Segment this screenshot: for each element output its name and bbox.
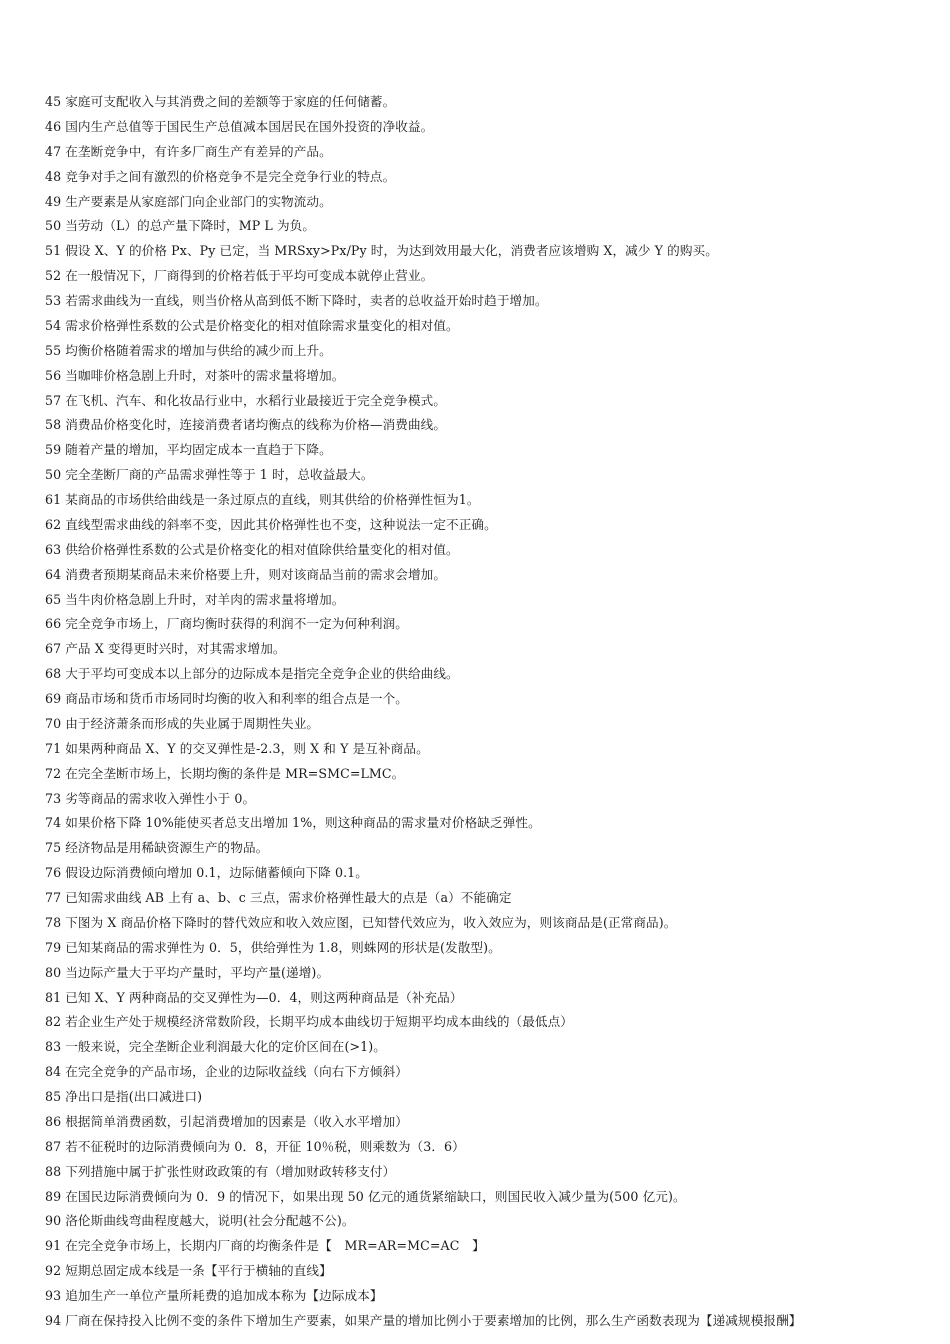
question-line <box>45 314 935 339</box>
question-text: 若企业生产处于规模经济常数阶段，长期平均成本曲线切于短期平均成本曲线的（最低点） <box>65 1014 573 1030</box>
question-text: 厂商在保持投入比例不变的条件下增加生产要素，如果产量的增加比例小于要素增加的比例，那么生产函数表现为【递减规模报酬】 <box>65 1312 802 1328</box>
question-text: 当牛肉价格急剧上升时，对羊肉的需求量将增加。 <box>65 591 345 607</box>
question-number: 87 <box>45 1138 62 1154</box>
question-line <box>45 861 935 886</box>
question-text: 若不征税时的边际消费倾向为 0．8，开征 10％税，则乘数为（3．6） <box>65 1138 465 1154</box>
question-number: 94 <box>45 1312 62 1328</box>
question-text: 当咖啡价格急剧上升时，对茶叶的需求量将增加。 <box>65 367 345 383</box>
question-text: 供给价格弹性系数的公式是价格变化的相对值除供给量变化的相对值。 <box>65 541 459 557</box>
question-text: 假设边际消费倾向增加 0.1，边际储蓄倾向下降 0.1。 <box>65 865 368 881</box>
question-text: 净出口是指(出口减进口) <box>65 1089 203 1104</box>
question-text: 随着产量的增加，平均固定成本一直趋于下降。 <box>65 442 332 458</box>
question-number: 82 <box>45 1014 62 1030</box>
question-line <box>45 1085 935 1110</box>
question-line <box>45 563 935 588</box>
question-line <box>45 339 935 364</box>
question-number: 86 <box>45 1113 62 1129</box>
question-line <box>45 1185 935 1210</box>
question-line <box>45 488 935 513</box>
question-line <box>45 1209 935 1234</box>
question-line <box>45 612 935 637</box>
question-number: 92 <box>45 1263 62 1279</box>
question-number: 52 <box>45 268 62 284</box>
question-text: 下图为 X 商品价格下降时的替代效应和收入效应图，已知替代效应为，收入效应为，则该商品是(正常商品)。 <box>65 914 677 930</box>
question-text: 大于平均可变成本以上部分的边际成本是指完全竞争企业的供给曲线。 <box>65 666 459 682</box>
question-line <box>45 1035 935 1060</box>
question-number: 78 <box>45 914 62 930</box>
question-line <box>45 1110 935 1135</box>
question-number: 70 <box>45 715 62 731</box>
question-text: 在国民边际消费倾向为 0．9 的情况下，如果出现 50 亿元的通货紧缩缺口，则国民收入减少量为(500 亿元)。 <box>65 1188 686 1204</box>
question-number: 49 <box>45 193 62 209</box>
question-number: 69 <box>45 691 62 706</box>
question-text: 商品市场和货币市场同时均衡的收入和利率的组合点是一个。 <box>65 691 408 706</box>
question-text: 劣等商品的需求收入弹性小于 0。 <box>65 790 256 806</box>
question-line <box>45 90 935 115</box>
question-line <box>45 886 935 911</box>
question-number: 89 <box>45 1188 62 1204</box>
question-line <box>45 836 935 861</box>
question-text: 下列措施中属于扩张性财政政策的有（增加财政转移支付） <box>65 1163 396 1179</box>
question-text: 洛伦斯曲线弯曲程度越大，说明(社会分配越不公)。 <box>65 1213 355 1229</box>
question-number: 64 <box>45 566 62 582</box>
question-number: 61 <box>45 492 62 507</box>
question-number: 65 <box>45 591 62 607</box>
question-text: 如果价格下降 10%能使买者总支出增加 1%，则这种商品的需求量对价格缺乏弹性。 <box>65 815 541 831</box>
question-line <box>45 463 935 488</box>
question-text: 当边际产量大于平均产量时，平均产量(递增)。 <box>65 964 330 980</box>
question-text: 如果两种商品 X、Y 的交叉弹性是-2.3，则 X 和 Y 是互补商品。 <box>65 740 429 756</box>
question-text: 假设 X、Y 的价格 Px、Py 已定，当 MRSxy>Px/Py 时，为达到效用最大化，消费者应该增购 X，减少 Y 的购买。 <box>65 243 718 259</box>
question-text: 生产要素是从家庭部门向企业部门的实物流动。 <box>65 193 332 209</box>
question-number: 66 <box>45 616 62 632</box>
question-number: 46 <box>45 118 62 134</box>
question-text: 在垄断竞争中，有许多厂商生产有差异的产品。 <box>65 143 332 159</box>
question-number: 56 <box>45 367 62 383</box>
question-number: 83 <box>45 1039 62 1055</box>
question-number: 54 <box>45 317 62 333</box>
question-line <box>45 737 935 762</box>
question-line <box>45 687 935 712</box>
question-line <box>45 811 935 836</box>
question-number: 88 <box>45 1163 62 1179</box>
question-line <box>45 1234 935 1259</box>
question-number: 76 <box>45 865 62 881</box>
question-number: 80 <box>45 964 62 980</box>
question-line <box>45 1060 935 1085</box>
question-line <box>45 961 935 986</box>
question-number: 67 <box>45 641 62 657</box>
question-line <box>45 190 935 215</box>
question-line <box>45 115 935 140</box>
question-number: 91 <box>45 1238 62 1254</box>
question-line <box>45 1010 935 1035</box>
question-text: 在完全竞争市场上，长期内厂商的均衡条件是【 MR=AR=MC=AC 】 <box>65 1238 485 1254</box>
question-text: 完全垄断厂商的产品需求弹性等于 1 时，总收益最大。 <box>65 467 374 483</box>
question-text: 在完全竞争的产品市场，企业的边际收益线（向右下方倾斜） <box>65 1064 408 1080</box>
question-text: 追加生产一单位产量所耗费的追加成本称为【边际成本】 <box>65 1288 383 1303</box>
question-number: 45 <box>45 94 62 109</box>
question-number: 85 <box>45 1089 62 1104</box>
question-line <box>45 214 935 239</box>
question-line <box>45 986 935 1011</box>
question-line <box>45 140 935 165</box>
question-number: 55 <box>45 342 62 358</box>
question-number: 84 <box>45 1064 62 1080</box>
question-line <box>45 538 935 563</box>
question-number: 71 <box>45 740 62 756</box>
question-text: 在完全垄断市场上，长期均衡的条件是 MR=SMC=LMC。 <box>65 765 405 781</box>
question-number: 62 <box>45 516 62 532</box>
question-line <box>45 1259 935 1284</box>
question-line <box>45 787 935 812</box>
question-text: 需求价格弹性系数的公式是价格变化的相对值除需求量变化的相对值。 <box>65 317 459 333</box>
question-line <box>45 364 935 389</box>
question-line <box>45 239 935 264</box>
question-text: 已知 X、Y 两种商品的交叉弹性为—0．4，则这两种商品是（补充品） <box>65 989 463 1005</box>
question-number: 63 <box>45 541 62 557</box>
question-text: 消费者预期某商品未来价格要上升，则对该商品当前的需求会增加。 <box>65 566 447 582</box>
question-line <box>45 264 935 289</box>
question-line <box>45 413 935 438</box>
question-line <box>45 712 935 737</box>
question-text: 产品 X 变得更时兴时，对其需求增加。 <box>65 641 286 657</box>
question-number: 59 <box>45 442 62 458</box>
question-number: 72 <box>45 765 62 781</box>
question-text: 均衡价格随着需求的增加与供给的减少而上升。 <box>65 342 332 358</box>
question-text: 在飞机、汽车、和化妆品行业中，水稻行业最接近于完全竞争模式。 <box>65 392 447 408</box>
question-number: 50 <box>45 467 62 483</box>
question-line <box>45 1160 935 1185</box>
question-line <box>45 1135 935 1160</box>
question-number: 90 <box>45 1213 62 1229</box>
question-text: 消费品价格变化时，连接消费者诸均衡点的线称为价格—消费曲线。 <box>65 417 447 433</box>
document-page <box>45 90 935 1334</box>
question-text: 若需求曲线为一直线，则当价格从高到低不断下降时，卖者的总收益开始时趋于增加。 <box>65 293 548 308</box>
question-number: 48 <box>45 168 62 184</box>
question-number: 51 <box>45 243 62 259</box>
question-number: 47 <box>45 143 62 159</box>
question-text: 完全竞争市场上，厂商均衡时获得的利润不一定为何种利润。 <box>65 616 408 632</box>
question-line <box>45 165 935 190</box>
question-line <box>45 1284 935 1309</box>
question-number: 53 <box>45 293 62 308</box>
question-line <box>45 438 935 463</box>
question-line <box>45 513 935 538</box>
question-text: 短期总固定成本线是一条【平行于横轴的直线】 <box>65 1263 332 1279</box>
question-line <box>45 289 935 314</box>
question-number: 50 <box>45 218 62 234</box>
question-number: 75 <box>45 840 62 856</box>
question-line <box>45 1309 935 1334</box>
question-text: 直线型需求曲线的斜率不变，因此其价格弹性也不变，这种说法一定不正确。 <box>65 516 497 532</box>
question-line <box>45 762 935 787</box>
question-number: 79 <box>45 939 62 955</box>
question-text: 一般来说，完全垄断企业利润最大化的定价区间在(>1)。 <box>65 1039 386 1055</box>
question-text: 已知某商品的需求弹性为 0．5，供给弹性为 1.8，则蛛网的形状是(发散型)。 <box>65 939 501 955</box>
question-line <box>45 637 935 662</box>
question-text: 已知需求曲线 AB 上有 a、b、c 三点，需求价格弹性最大的点是（a）不能确定 <box>65 890 512 905</box>
question-text: 竞争对手之间有激烈的价格竞争不是完全竞争行业的特点。 <box>65 168 396 184</box>
question-text: 经济物品是用稀缺资源生产的物品。 <box>65 840 269 856</box>
question-line <box>45 662 935 687</box>
question-number: 93 <box>45 1288 62 1303</box>
question-text: 由于经济萧条而形成的失业属于周期性失业。 <box>65 715 320 731</box>
question-number: 74 <box>45 815 62 831</box>
question-line <box>45 588 935 613</box>
question-text: 某商品的市场供给曲线是一条过原点的直线，则其供给的价格弹性恒为1。 <box>65 492 480 507</box>
question-line <box>45 936 935 961</box>
question-text: 当劳动（L）的总产量下降时，MP L 为负。 <box>65 218 316 234</box>
question-number: 73 <box>45 790 62 806</box>
question-text: 家庭可支配收入与其消费之间的差额等于家庭的任何储蓄。 <box>65 94 396 109</box>
question-number: 58 <box>45 417 62 433</box>
question-number: 77 <box>45 890 62 905</box>
question-text: 在一般情况下，厂商得到的价格若低于平均可变成本就停止营业。 <box>65 268 434 284</box>
question-line <box>45 911 935 936</box>
question-number: 57 <box>45 392 62 408</box>
question-number: 81 <box>45 989 62 1005</box>
question-text: 根据简单消费函数，引起消费增加的因素是（收入水平增加） <box>65 1113 408 1129</box>
question-text: 国内生产总值等于国民生产总值减本国居民在国外投资的净收益。 <box>65 118 434 134</box>
question-line <box>45 389 935 414</box>
question-number: 68 <box>45 666 62 682</box>
